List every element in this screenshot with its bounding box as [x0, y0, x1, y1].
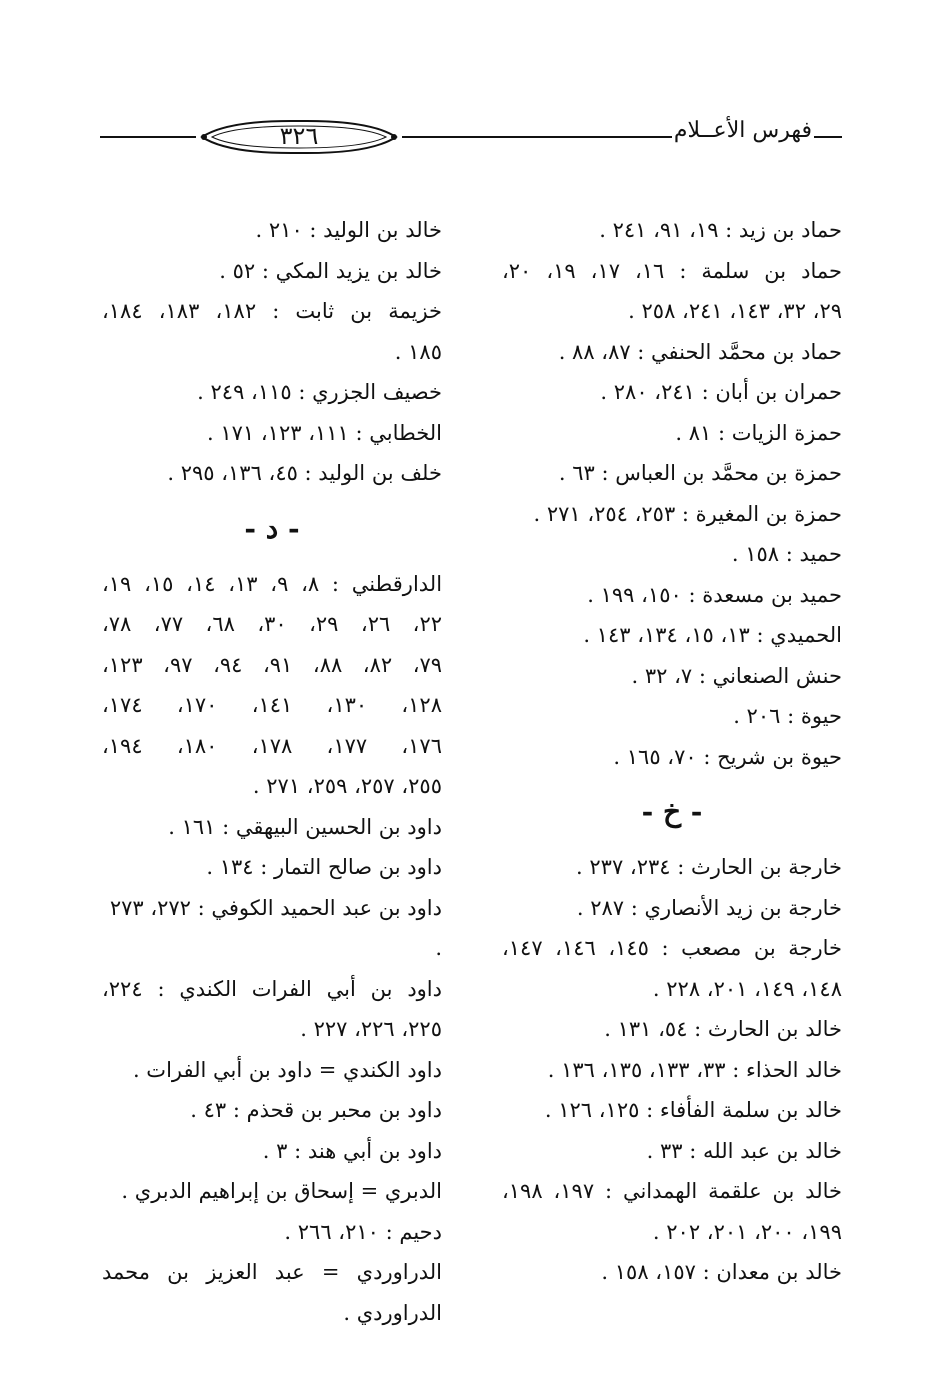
index-entry [502, 737, 842, 778]
index-entry [502, 1009, 842, 1050]
section-heading-dal: - د - [244, 511, 300, 545]
entry-line: خالد بن يزيد المكي : ٥٢ . [219, 258, 442, 283]
index-entry [102, 1090, 442, 1131]
entry-line: خارجة بن زيد الأنصاري : ٢٨٧ . [576, 895, 842, 920]
entry-line: حمزة الزيات : ٨١ . [675, 420, 842, 445]
index-entry [502, 1252, 842, 1293]
entry-line: حمزة بن محمَّد بن العباس : ٦٣ . [558, 461, 842, 485]
entry-line: خالد بن علقمة الهمداني : ١٩٧، ١٩٨، [502, 1179, 842, 1203]
index-entry [102, 453, 442, 494]
header-rule-middle [402, 136, 672, 138]
entry-line: خزيمة بن ثابت : ١٨٢، ١٨٣، ١٨٤، [102, 299, 443, 323]
entry-continuation-line: ٢٢، ٢٦، ٢٩، ٣٠، ٦٨، ٧٧، ٧٨، [102, 612, 443, 636]
index-entry [102, 969, 442, 1050]
page-header [100, 112, 842, 162]
entry-line: حمران بن أبان : ٢٤١، ٢٨٠ . [600, 380, 842, 404]
index-entry [502, 1050, 842, 1091]
entry-continuation-line: ٢٥٥، ٢٥٧، ٢٥٩، ٢٧١ . [252, 774, 442, 798]
entry-line: خالد بن الوليد : ٢١٠ . [255, 218, 442, 242]
index-entry [102, 291, 442, 372]
index-entry [502, 372, 842, 413]
index-entry [502, 1171, 842, 1252]
entry-line: الدبري = إسحاق بن إبراهيم الدبري . [121, 1179, 442, 1203]
index-entry [102, 1252, 442, 1333]
index-entry [502, 251, 842, 332]
entry-line: خارجة بن مصعب : ١٤٥، ١٤٦، ١٤٧، [502, 936, 843, 960]
entry-line: داود الكندي = داود بن أبي الفرات . [132, 1057, 442, 1082]
page-number-ornament [198, 118, 400, 156]
entry-line: حماد بن سلمة : ١٦، ١٧، ١٩، ٢٠، [502, 258, 842, 283]
entry-line: خالد بن عبد الله : ٣٣ . [646, 1138, 842, 1163]
index-entry [502, 1090, 842, 1131]
index-entry [502, 928, 842, 1009]
left-column [102, 210, 442, 1333]
header-rule-right [814, 136, 842, 138]
entry-line: حميد بن مسعدة : ١٥٠، ١٩٩ . [587, 582, 842, 607]
entry-line: خلف بن الوليد : ٤٥، ١٣٦، ٢٩٥ . [167, 461, 442, 485]
entry-line: خالد بن الحارث : ٥٤، ١٣١ . [604, 1017, 842, 1041]
entry-line: داود بن أبي الفرات الكندي : ٢٢٤، [102, 976, 442, 1001]
entry-line: حماد بن محمَّد الحنفي : ٨٧، ٨٨ . [558, 339, 842, 364]
index-entry [502, 888, 842, 929]
index-entry [502, 656, 842, 697]
index-entry [102, 251, 442, 292]
index-entry [502, 494, 842, 535]
index-entry [502, 332, 842, 373]
entry-line: حيوة بن شريح : ٧٠، ١٦٥ . [613, 744, 842, 769]
entry-line: دحيم : ٢١٠، ٢٦٦ . [284, 1219, 442, 1244]
entry-line: حيوة : ٢٠٦ . [733, 704, 842, 728]
entry-line: خالد الحذاء : ٣٣، ١٣٣، ١٣٥، ١٣٦ . [547, 1057, 842, 1082]
index-entry [502, 534, 842, 575]
entry-line: حميد : ١٥٨ . [731, 542, 842, 566]
index-entry [102, 888, 442, 969]
index-title: فهرس الأعــلام [673, 118, 812, 143]
index-entry [502, 615, 842, 656]
index-entry [102, 564, 442, 807]
index-entry [102, 1131, 442, 1172]
entry-line: خالد بن سلمة الفأفاء : ١٢٥، ١٢٦ . [544, 1098, 842, 1122]
entry-continuation-line: ١٧٦، ١٧٧، ١٧٨، ١٨٠، ١٩٤، [102, 733, 442, 758]
entry-continuation-line: ٧٩، ٨٢، ٨٨، ٩١، ٩٤، ٩٧، ١٢٣، [102, 652, 443, 677]
index-entry [502, 413, 842, 454]
entry-continuation-line: ١٢٨، ١٣٠، ١٤١، ١٧٠، ١٧٤، [102, 693, 442, 717]
index-entry [102, 807, 442, 848]
entry-line: الدراوردي = عبد العزيز بن محمد [102, 1260, 442, 1284]
entry-continuation-line: ١٨٥ . [394, 339, 442, 364]
entry-continuation-line: ١٤٨، ١٤٩، ٢٠١، ٢٢٨ . [652, 976, 842, 1001]
index-entry [102, 1212, 442, 1253]
index-entry [502, 575, 842, 616]
index-entry [502, 847, 842, 888]
entry-line: خالد بن معدان : ١٥٧، ١٥٨ . [601, 1260, 842, 1284]
index-entry [502, 696, 842, 737]
entry-line: الحميدي : ١٣، ١٥، ١٣٤، ١٤٣ . [583, 623, 842, 647]
entry-line: حنش الصنعاني : ٧، ٣٢ . [631, 663, 842, 688]
entry-line: خارجة بن الحارث : ٢٣٤، ٢٣٧ . [576, 855, 842, 879]
entry-continuation-line: الدراوردي . [343, 1300, 442, 1325]
page-number: ٣٢٦ [279, 122, 319, 150]
index-entry [102, 210, 442, 251]
entry-continuation-line: ١٩٩، ٢٠٠، ٢٠١، ٢٠٢ . [652, 1219, 842, 1244]
header-rule-left [100, 136, 196, 138]
index-entry [502, 1131, 842, 1172]
entry-continuation-line: ٢٩، ٣٢، ١٤٣، ٢٤١، ٢٥٨ . [628, 299, 842, 323]
entry-line: داود بن محبر بن قحذم : ٤٣ . [190, 1098, 442, 1122]
index-entry [102, 413, 442, 454]
entry-line: حمزة بن المغيرة : ٢٥٣، ٢٥٤، ٢٧١ . [533, 501, 842, 526]
entry-line: حماد بن زيد : ١٩، ٩١، ٢٤١ . [599, 218, 842, 242]
index-entry [102, 372, 442, 413]
index-entry [502, 210, 842, 251]
entry-line: داود بن عبد الحميد الكوفي : ٢٧٢، ٢٧٣ . [109, 895, 442, 960]
entry-line: خصيف الجزري : ١١٥، ٢٤٩ . [197, 380, 442, 404]
index-entry [102, 1171, 442, 1212]
entry-line: الدارقطني : ٨، ٩، ١٣، ١٤، ١٥، ١٩، [102, 571, 443, 596]
entry-line: داود بن أبي هند : ٣ . [262, 1138, 442, 1163]
entry-line: داود بن الحسين البيهقي : ١٦١ . [168, 814, 442, 839]
section-heading-kha: - خ - [641, 795, 703, 828]
entry-line: الخطابي : ١١١، ١٢٣، ١٧١ . [207, 420, 442, 445]
index-entry [102, 847, 442, 888]
index-entry [102, 1050, 442, 1091]
index-entry [502, 453, 842, 494]
right-column [502, 210, 842, 1293]
entry-continuation-line: ٢٢٥، ٢٢٦، ٢٢٧ . [300, 1017, 442, 1041]
entry-line: داود بن صالح التمار : ١٣٤ . [206, 855, 442, 879]
